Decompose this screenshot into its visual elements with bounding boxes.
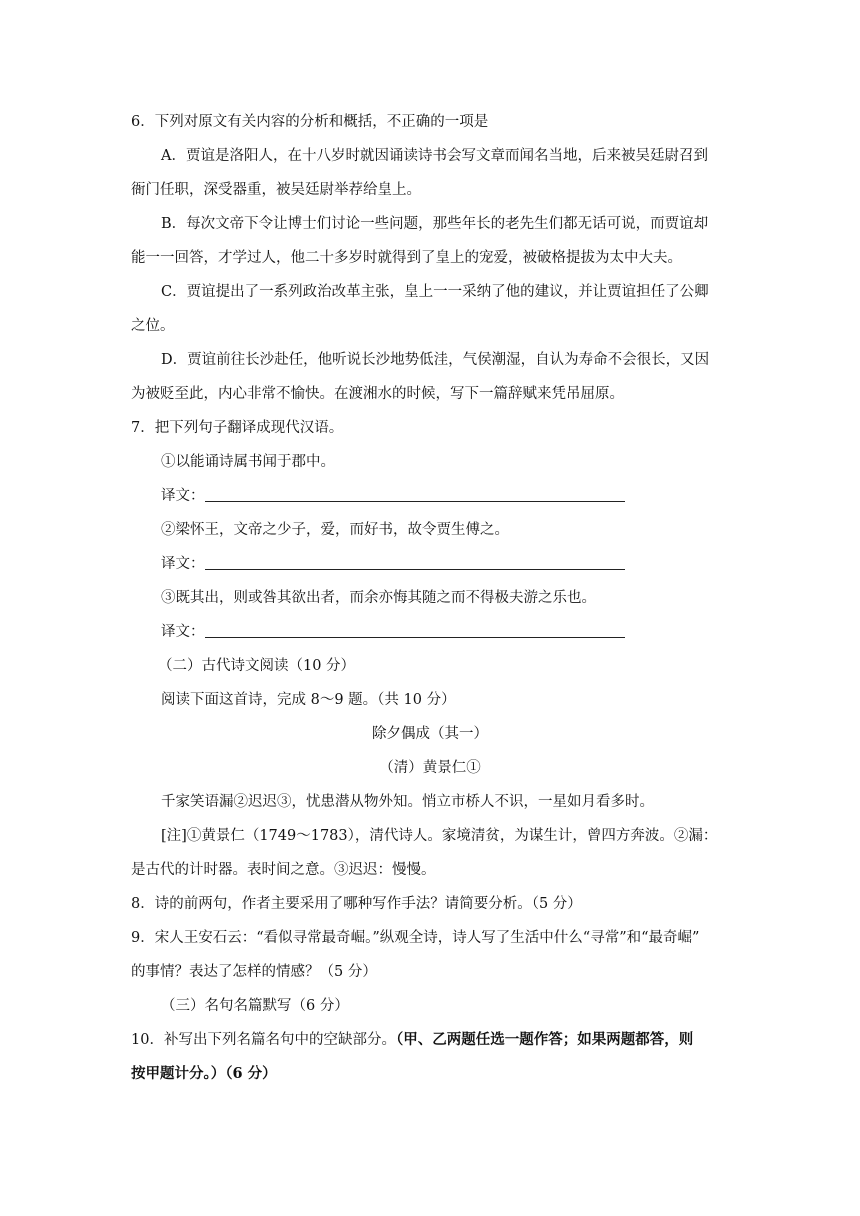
q7-sentence-1: ①以能诵诗属书闻于郡中。: [161, 454, 335, 470]
q7-answer-row-1: [161, 486, 625, 506]
q6-option-b-line1: B．每次文帝下令让博士们讨论一些问题，那些年长的老先生们都无话可说，而贾谊却: [161, 216, 709, 232]
poem-note-line2: 是古代的计时器。表时间之意。③迟迟：慢慢。: [131, 862, 436, 878]
q10-instruction-part2: 按甲题计分。）（6 分）: [131, 1065, 277, 1082]
answer-label: 译文：: [161, 488, 205, 504]
q7-answer-row-3: [161, 622, 625, 642]
q7-sentence-2: ②梁怀王，文帝之少子，爱，而好书，故令贾生傅之。: [161, 522, 509, 538]
q6-option-c-line1: C．贾谊提出了一系列政治改革主张，皇上一一采纳了他的建议，并让贾谊担任了公卿: [161, 284, 709, 300]
section3-heading: （三）名句名篇默写（6 分）: [161, 998, 349, 1014]
q8-stem: 8．诗的前两句，作者主要采用了哪种写作手法？请简要分析。（5 分）: [131, 896, 582, 912]
q6-option-d-line2: 为被贬至此，内心非常不愉快。在渡湘水的时候，写下一篇辞赋来凭吊屈原。: [131, 386, 624, 402]
q10-stem: 10．补写出下列名篇名句中的空缺部分。: [131, 1032, 396, 1048]
q9-line1: 9．宋人王安石云：“看似寻常最奇崛。”纵观全诗，诗人写了生活中什么“寻常”和“最奇崛”: [131, 930, 700, 946]
q6-option-d-line1: D．贾谊前往长沙赴任，他听说长沙地势低洼，气侯潮湿，自认为寿命不会很长，又因: [161, 352, 710, 368]
q7-sentence-3: ③既其出，则或咎其欲出者，而余亦悔其随之而不得极夫游之乐也。: [161, 590, 596, 606]
answer-blank-3[interactable]: [205, 623, 625, 638]
q10-instruction-part1: （甲、乙两题任选一题作答；如果两题都答，则: [395, 1031, 694, 1048]
q6-option-a-line1: A．贾谊是洛阳人，在十八岁时就因诵读诗书会写文章而闻名当地，后来被吴廷尉召到: [161, 148, 708, 164]
answer-blank-1[interactable]: [205, 487, 625, 502]
answer-blank-2[interactable]: [205, 555, 625, 570]
q7-stem: 7．把下列句子翻译成现代汉语。: [131, 420, 344, 436]
q9-line2: 的事情？表达了怎样的情感？（5 分）: [131, 964, 377, 980]
answer-label: 译文：: [161, 556, 205, 572]
answer-label: 译文：: [161, 624, 205, 640]
poem-author: （清）黄景仁①: [379, 760, 481, 776]
poem-text: 千家笑语漏②迟迟③，忧患潜从物外知。悄立市桥人不识，一星如月看多时。: [161, 794, 654, 810]
q10-line1: [131, 1030, 693, 1050]
q7-answer-row-2: [161, 554, 625, 574]
q6-option-c-line2: 之位。: [131, 318, 175, 334]
q6-option-b-line2: 能一一回答，才学过人，他二十多岁时就得到了皇上的宠爱，被破格提拔为太中大夫。: [131, 250, 682, 266]
q6-stem: 6．下列对原文有关内容的分析和概括，不正确的一项是: [131, 114, 489, 130]
section2-intro: 阅读下面这首诗，完成 8～9 题。（共 10 分）: [161, 692, 456, 708]
q6-option-a-line2: 衙门任职，深受器重，被吴廷尉举荐给皇上。: [131, 182, 421, 198]
poem-title: 除夕偶成（其一）: [372, 726, 488, 742]
section2-heading: （二）古代诗文阅读（10 分）: [158, 658, 356, 674]
poem-note-line1: [注]①黄景仁（1749～1783），清代诗人。家境清贫，为谋生计，曾四方奔波。②漏：: [161, 828, 718, 844]
